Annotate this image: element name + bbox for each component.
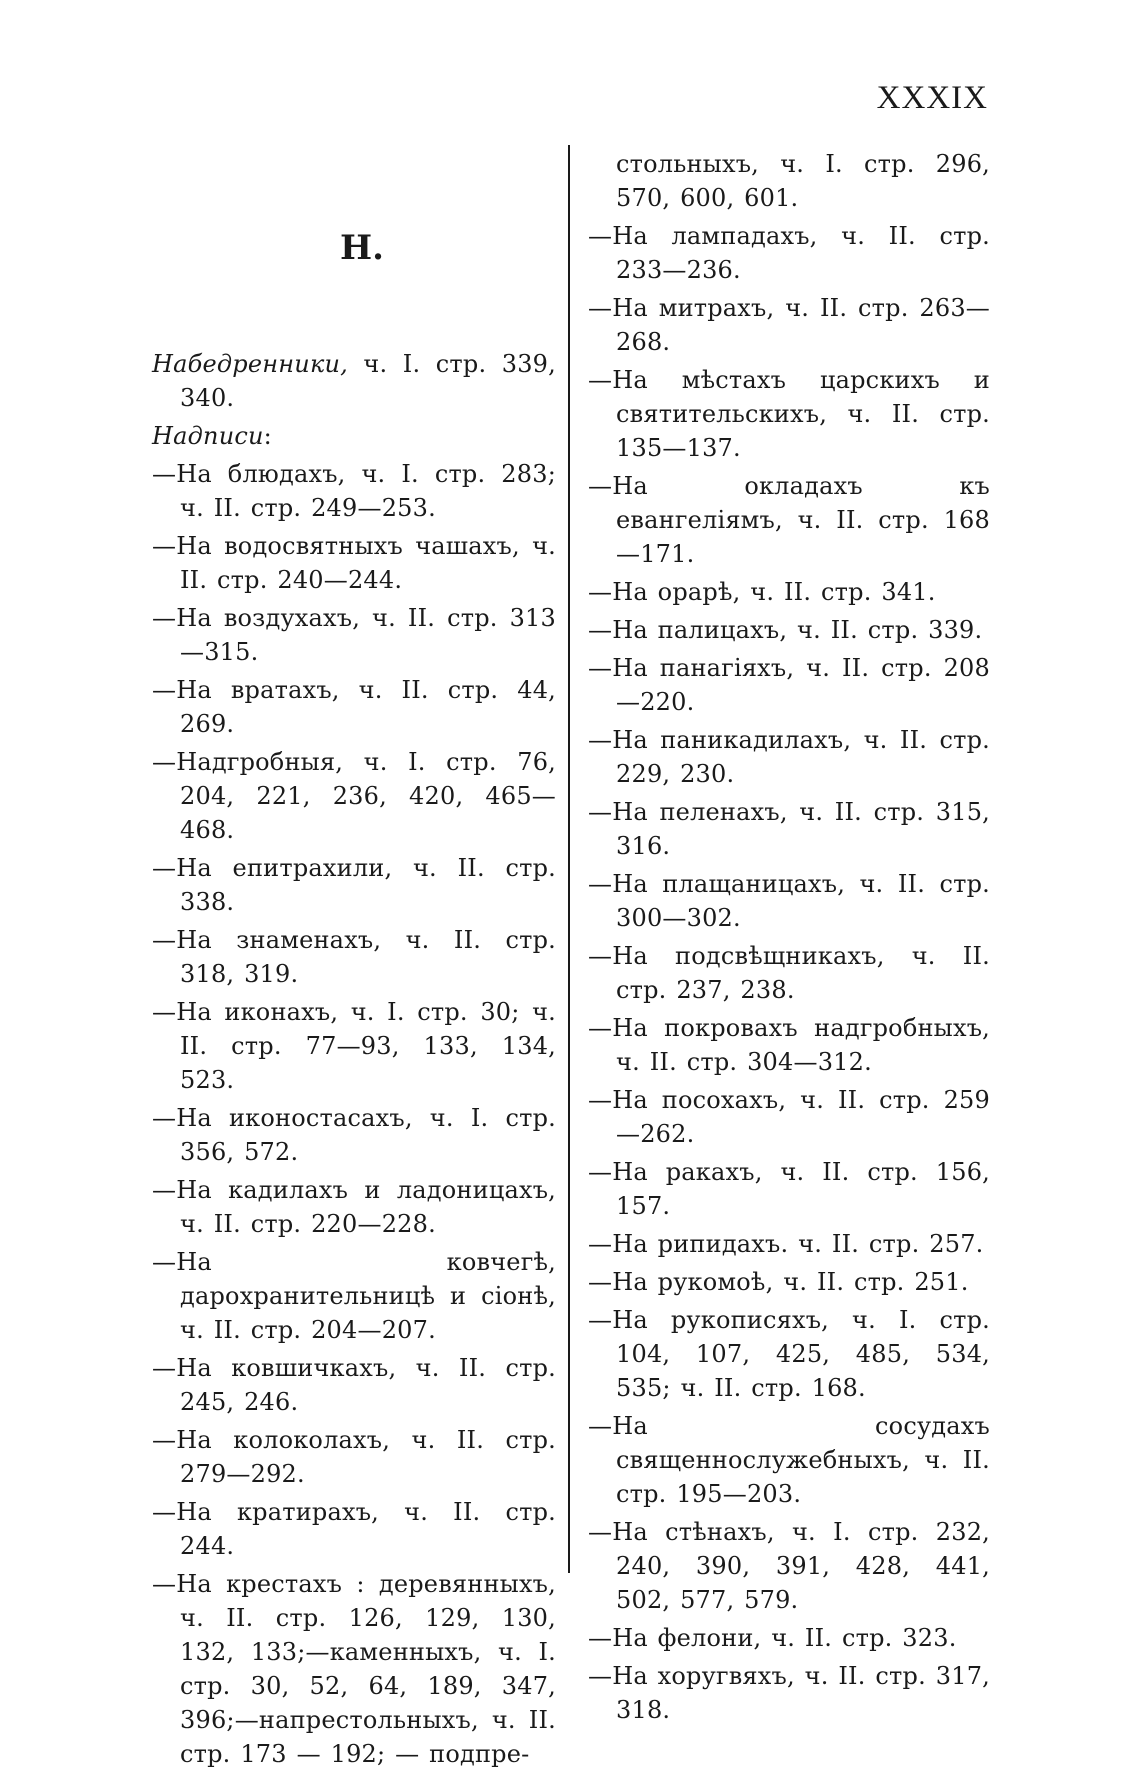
index-entry [588, 1227, 990, 1261]
index-entry [152, 419, 556, 453]
entry-text: —На иконостасахъ, ч. I. стр. 356, 572. [152, 1104, 556, 1166]
index-entry [152, 1173, 556, 1241]
entry-text: —На палицахъ, ч. II. стр. 339. [588, 616, 983, 644]
entry-text: —На подсвѣщникахъ, ч. II. стр. 237, 238. [588, 942, 990, 1004]
index-entry [152, 1495, 556, 1563]
index-entry [588, 1621, 990, 1655]
entry-text: —На паникадилахъ, ч. II. стр. 229, 230. [588, 726, 990, 788]
entry-text: стольныхъ, ч. I. стр. 296, 570, 600, 601. [616, 150, 990, 212]
entry-text: —На митрахъ, ч. II. стр. 263—268. [588, 294, 990, 356]
entry-text: —На знаменахъ, ч. II. стр. 318, 319. [152, 926, 556, 988]
index-entry [588, 651, 990, 719]
entry-text: —На ковчегѣ, дарохранительницѣ и сіонѣ, ч. II. стр. 204—207. [152, 1248, 556, 1344]
index-entry [588, 1303, 990, 1405]
entry-text: —На ракахъ, ч. II. стр. 156, 157. [588, 1158, 990, 1220]
index-entry [588, 147, 990, 215]
index-entry [152, 1245, 556, 1347]
entry-text: —На блюдахъ, ч. I. стр. 283; ч. II. стр. 249—253. [152, 460, 556, 522]
index-entry [588, 795, 990, 863]
entry-text: —На рукописяхъ, ч. I. стр. 104, 107, 425, 485, 534, 535; ч. II. стр. 168. [588, 1306, 990, 1402]
index-entry [588, 1083, 990, 1151]
entry-text: —На покровахъ надгробныхъ, ч. II. стр. 304—312. [588, 1014, 990, 1076]
index-entry [588, 219, 990, 287]
entry-text: —На воздухахъ, ч. II. стр. 313—315. [152, 604, 556, 666]
index-entry [588, 575, 990, 609]
index-entry [588, 1265, 990, 1299]
index-entry [152, 1351, 556, 1419]
entry-text: —На водосвятныхъ чашахъ, ч. II. стр. 240—244. [152, 532, 556, 594]
entry-text: —На окладахъ къ евангеліямъ, ч. II. стр. 168—171. [588, 472, 990, 568]
index-entry [588, 363, 990, 465]
index-entry [152, 1423, 556, 1491]
right-column [588, 147, 990, 1731]
entry-text: —Надгробныя, ч. I. стр. 76, 204, 221, 236, 420, 465—468. [152, 748, 556, 844]
index-entry [588, 1155, 990, 1223]
entry-text: —На иконахъ, ч. I. стр. 30; ч. II. стр. 77—93, 133, 134, 523. [152, 998, 556, 1094]
column-divider [568, 145, 570, 1573]
entry-text: —На пеленахъ, ч. II. стр. 315, 316. [588, 798, 990, 860]
entry-text: —На ковшичкахъ, ч. II. стр. 245, 246. [152, 1354, 556, 1416]
index-entry [588, 1515, 990, 1617]
entry-text: —На лампадахъ, ч. II. стр. 233—236. [588, 222, 990, 284]
entry-text: —На вратахъ, ч. II. стр. 44, 269. [152, 676, 556, 738]
index-entry [588, 291, 990, 359]
entry-text: —На посохахъ, ч. II. стр. 259—262. [588, 1086, 990, 1148]
index-entry [152, 347, 556, 415]
index-entry [152, 923, 556, 991]
entry-heading: Надписи [152, 422, 264, 450]
index-entry [152, 529, 556, 597]
entry-text: —На орарѣ, ч. II. стр. 341. [588, 578, 936, 606]
entry-text: —На хоругвяхъ, ч. II. стр. 317, 318. [588, 1662, 990, 1724]
index-entry [588, 939, 990, 1007]
entry-text: —На крестахъ : деревянныхъ, ч. II. стр. 126, 129, 130, 132, 133;—каменныхъ, ч. I. стр. 30, 52, 64, 189, 347, 396;—напрестольныхъ, ч. II. стр. 173 — 192; — подпре- [152, 1570, 556, 1768]
index-entry [152, 1101, 556, 1169]
entry-text: —На рипидахъ. ч. II. стр. 257. [588, 1230, 984, 1258]
index-entry [588, 1659, 990, 1727]
index-entry [152, 673, 556, 741]
entry-text: —На кадилахъ и ладоницахъ, ч. II. стр. 220—228. [152, 1176, 556, 1238]
index-entry [152, 851, 556, 919]
index-entry [152, 745, 556, 847]
index-entry [152, 601, 556, 669]
entry-text: —На плащаницахъ, ч. II. стр. 300—302. [588, 870, 990, 932]
page-number: XXXIX [876, 80, 988, 116]
entry-text: —На колоколахъ, ч. II. стр. 279—292. [152, 1426, 556, 1488]
index-entry [588, 1011, 990, 1079]
entry-text: —На мѣстахъ царскихъ и святительскихъ, ч. II. стр. 135—137. [588, 366, 990, 462]
entry-text: —На панагіяхъ, ч. II. стр. 208—220. [588, 654, 990, 716]
entry-text: —На стѣнахъ, ч. I. стр. 232, 240, 390, 391, 428, 441, 502, 577, 579. [588, 1518, 990, 1614]
entry-text: ч. I. стр. 339, 340. [180, 350, 556, 412]
entry-text: —На рукомоѣ, ч. II. стр. 251. [588, 1268, 969, 1296]
index-entry [152, 1567, 556, 1771]
section-letter: Н. [340, 228, 384, 268]
entry-text: —На фелони, ч. II. стр. 323. [588, 1624, 957, 1652]
index-entry [152, 995, 556, 1097]
index-entry [588, 1409, 990, 1511]
left-column [152, 347, 556, 1775]
index-entry [152, 457, 556, 525]
index-entry [588, 613, 990, 647]
entry-text: —На епитрахили, ч. II. стр. 338. [152, 854, 556, 916]
entry-heading: Набедренники, [152, 350, 348, 378]
entry-text: —На кратирахъ, ч. II. стр. 244. [152, 1498, 556, 1560]
entry-text: —На сосудахъ священнослужебныхъ, ч. II. стр. 195—203. [588, 1412, 990, 1508]
index-entry [588, 723, 990, 791]
index-entry [588, 867, 990, 935]
index-entry [588, 469, 990, 571]
entry-text: : [263, 422, 272, 450]
